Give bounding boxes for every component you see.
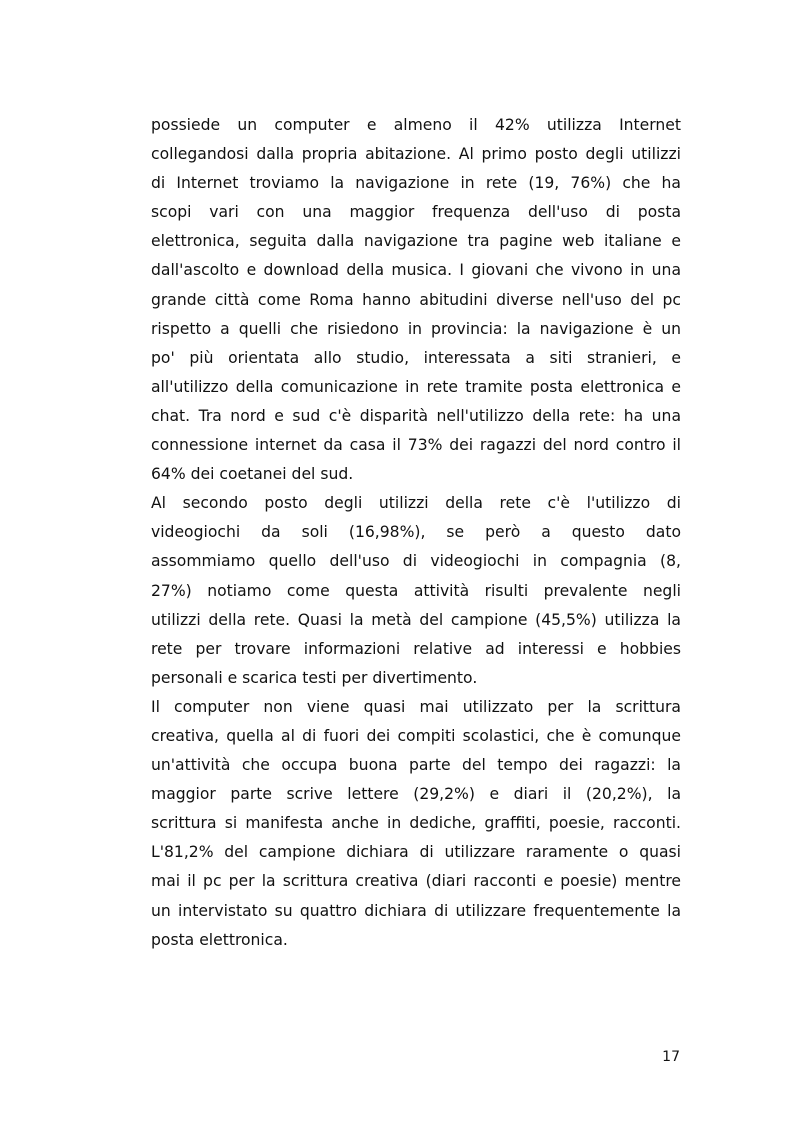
- text-line: po' più orientata allo studio, interessata a siti stranieri, e: [151, 348, 681, 367]
- text-line: scopi vari con una maggior frequenza dell'uso di posta: [151, 203, 681, 222]
- text-line: elettronica, seguita dalla navigazione tra pagine web italiane e: [151, 232, 681, 251]
- text-line: all'utilizzo della comunicazione in rete tramite posta elettronica e: [151, 377, 681, 396]
- text-line: un intervistato su quattro dichiara di utilizzare frequentemente la: [151, 901, 681, 920]
- text-line: Al secondo posto degli utilizzi della rete c'è l'utilizzo di: [151, 494, 681, 513]
- text-line: rispetto a quelli che risiedono in provincia: la navigazione è un: [151, 319, 681, 338]
- text-line: utilizzi della rete. Quasi la metà del campione (45,5%) utilizza la: [151, 610, 681, 629]
- page-number: 17: [662, 1049, 680, 1065]
- body-text: [151, 111, 681, 955]
- text-line: assommiamo quello dell'uso di videogiochi in compagnia (8,: [151, 552, 681, 571]
- text-line: mai il pc per la scrittura creativa (diari racconti e poesie) mentre: [151, 872, 681, 891]
- text-line: 64% dei coetanei del sud.: [151, 465, 354, 484]
- text-line: L'81,2% del campione dichiara di utilizzare raramente o quasi: [151, 843, 681, 862]
- text-line: scrittura si manifesta anche in dediche, graffiti, poesie, racconti.: [151, 814, 681, 833]
- text-line: dall'ascolto e download della musica. I giovani che vivono in una: [151, 261, 681, 280]
- text-line: connessione internet da casa il 73% dei ragazzi del nord contro il: [151, 436, 681, 455]
- text-line: personali e scarica testi per divertimento.: [151, 668, 478, 687]
- text-line: videogiochi da soli (16,98%), se però a questo dato: [151, 523, 681, 542]
- text-line: collegandosi dalla propria abitazione. Al primo posto degli utilizzi: [151, 145, 681, 164]
- text-line: chat. Tra nord e sud c'è disparità nell'utilizzo della rete: ha una: [151, 406, 681, 425]
- text-line: rete per trovare informazioni relative ad interessi e hobbies: [151, 639, 681, 658]
- text-line: posta elettronica.: [151, 930, 288, 949]
- text-line: 27%) notiamo come questa attività risulti prevalente negli: [151, 581, 681, 600]
- text-line: maggior parte scrive lettere (29,2%) e diari il (20,2%), la: [151, 785, 681, 804]
- text-line: possiede un computer e almeno il 42% utilizza Internet: [151, 116, 681, 134]
- text-line: un'attività che occupa buona parte del tempo dei ragazzi: la: [151, 756, 681, 775]
- text-line: creativa, quella al di fuori dei compiti scolastici, che è comunque: [151, 726, 681, 745]
- text-line: Il computer non viene quasi mai utilizzato per la scrittura: [151, 697, 681, 716]
- text-line: grande città come Roma hanno abitudini diverse nell'uso del pc: [151, 290, 681, 309]
- text-line: di Internet troviamo la navigazione in rete (19, 76%) che ha: [151, 174, 681, 193]
